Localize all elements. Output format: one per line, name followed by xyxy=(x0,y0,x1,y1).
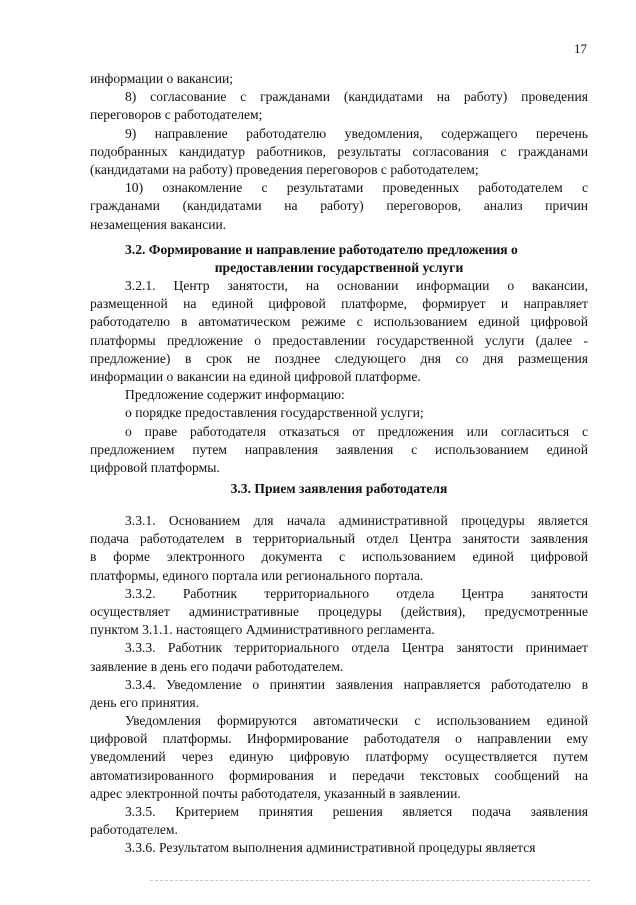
section-body-3-3 xyxy=(90,512,588,858)
paragraph-line: адрес электронной почты работодателя, указанный в заявлении. xyxy=(90,785,461,801)
page-number: 17 xyxy=(574,41,587,56)
paragraph-line: о порядке предоставления государственной услуги; xyxy=(125,405,424,421)
paragraph-line: информации о вакансии на единой цифровой платформе. xyxy=(90,368,421,384)
paragraph-line: (кандидатами на работу) проведения переговоров с работодателем; xyxy=(90,161,479,177)
paragraph-line: предложение) в срок не позднее следующего дня со дня размещения xyxy=(90,350,588,366)
paragraph-line: 3.3.5. Критерием принятия решения является подача заявления xyxy=(125,804,588,819)
paragraph-line: день его принятия. xyxy=(90,694,200,710)
paragraph-line: информации о вакансии; xyxy=(90,71,234,86)
paragraph-line: 10) ознакомление с результатами проведенных работодателем с xyxy=(125,180,588,196)
paragraph-line: подобранных кандидатур работников, результаты согласования с гражданами xyxy=(90,143,588,159)
paragraph-line: размещенной на единой цифровой платформе, формирует и направляет xyxy=(90,296,588,312)
paragraph-line: работодателем. xyxy=(90,822,178,838)
paragraph-line: 3.3.3. Работник территориального отдела Центра занятости принимает xyxy=(125,640,588,656)
paragraph-line: 9) направление работодателю уведомления, содержащего перечень xyxy=(125,125,588,141)
scan-artifact-line xyxy=(150,880,590,881)
section-heading-3-3 xyxy=(90,480,588,498)
paragraph-line: цифровой платформы. xyxy=(90,459,220,475)
paragraph-line: работодателю в автоматическом режиме с использованием единой цифровой xyxy=(90,314,588,330)
paragraph-line: переговоров с работодателем; xyxy=(90,107,263,123)
paragraph-line: незамещения вакансии. xyxy=(90,216,227,232)
paragraph-line: автоматизированного формирования и передачи текстовых сообщений на xyxy=(90,767,588,783)
paragraph-line: Уведомления формируются автоматически с использованием единой xyxy=(125,713,588,729)
paragraph-line: цифровой платформы. Информирование работодателя о направлении ему xyxy=(90,731,588,747)
section-heading-3-2 xyxy=(90,241,588,277)
list-continuation xyxy=(90,70,588,234)
paragraph-line: платформы предложение о предоставлении государственной услуги (далее - xyxy=(90,332,588,348)
heading-line: 3.3. Прием заявления работодателя xyxy=(230,481,448,496)
paragraph-line: 3.2.1. Центр занятости, на основании информации о вакансии, xyxy=(125,278,588,293)
paragraph-line: предложением путем направления заявления с использованием единой xyxy=(90,441,588,457)
paragraph-line: 3.3.2. Работник территориального отдела Центра занятости xyxy=(125,585,588,601)
paragraph-line: пунктом 3.1.1. настоящего Административного регламента. xyxy=(90,622,435,638)
paragraph-line: уведомлений через единую цифровую платформу осуществляется путем xyxy=(90,749,588,765)
paragraph-line: в форме электронного документа с использованием единой цифровой xyxy=(90,549,588,565)
section-body-3-2 xyxy=(90,277,588,477)
heading-line: 3.2. Формирование и направление работодателю предложения о xyxy=(125,242,518,257)
paragraph-line: платформы, единого портала или регионального портала. xyxy=(90,567,424,583)
paragraph-line: 3.3.1. Основанием для начала административной процедуры является xyxy=(125,513,588,528)
paragraph-line: подача работодателем в территориальный отдел Центра занятости заявления xyxy=(90,531,588,547)
paragraph-line: 3.3.6. Результатом выполнения административной процедуры является xyxy=(125,840,536,856)
paragraph-line: 8) согласование с гражданами (кандидатами на работу) проведения xyxy=(125,89,588,105)
paragraph-line: 3.3.4. Уведомление о принятии заявления направляется работодателю в xyxy=(125,676,588,692)
paragraph-line: осуществляет административные процедуры (действия), предусмотренные xyxy=(90,603,588,619)
paragraph-line: гражданами (кандидатами на работу) переговоров, анализ причин xyxy=(90,198,588,214)
paragraph-line: о праве работодателя отказаться от предложения или согласиться с xyxy=(125,423,588,439)
paragraph-line: заявление в день его подачи работодателем. xyxy=(90,658,344,674)
heading-line: предоставлении государственной услуги xyxy=(214,260,464,276)
paragraph-line: Предложение содержит информацию: xyxy=(125,387,345,403)
